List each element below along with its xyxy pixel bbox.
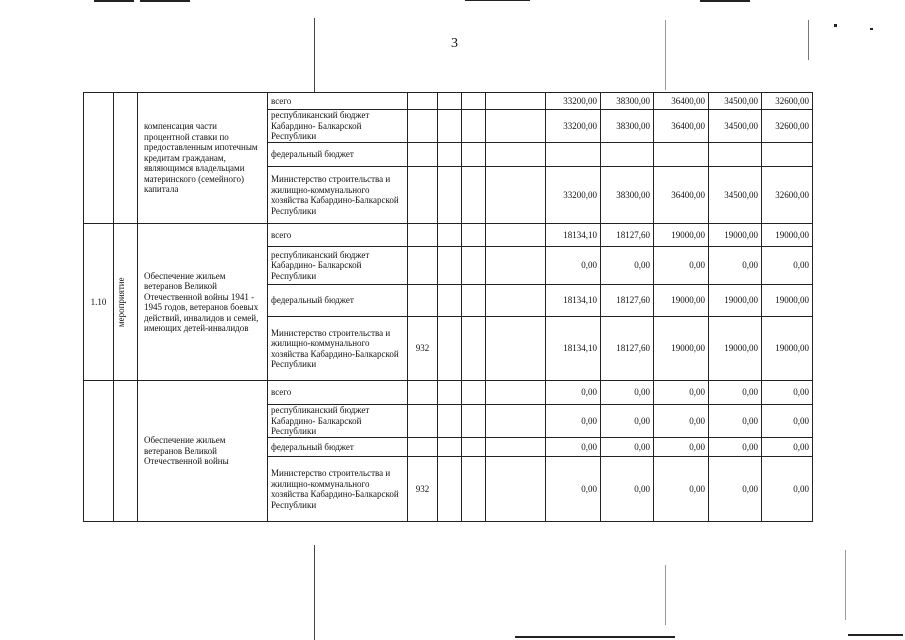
amount-cell: 34500,00 [709, 93, 762, 110]
amount-cell [709, 143, 762, 167]
amount-cell: 19000,00 [709, 224, 762, 247]
empty-cell [462, 167, 486, 224]
item-number [84, 93, 114, 224]
empty-cell [438, 381, 462, 405]
empty-cell [438, 247, 462, 285]
amount-cell [546, 143, 601, 167]
edge-line-far-right [808, 20, 809, 60]
amount-cell: 38300,00 [601, 110, 654, 143]
scan-dot-right [834, 24, 837, 27]
funding-source: республиканский бюджет Кабардино- Балкарской Республики [268, 247, 408, 285]
table-row [84, 381, 813, 405]
empty-cell [438, 405, 462, 438]
amount-cell: 0,00 [601, 247, 654, 285]
amount-cell: 0,00 [601, 457, 654, 522]
amount-cell: 33200,00 [546, 110, 601, 143]
amount-cell: 32600,00 [762, 167, 813, 224]
empty-cell [462, 457, 486, 522]
empty-cell [462, 93, 486, 110]
scan-mark-bottom-right [848, 634, 903, 636]
item-type-cell [114, 93, 138, 224]
funding-source: Министерство строительства и жилищно-коммунального хозяйства Кабардино-Балкарской Республики [268, 457, 408, 522]
amount-cell: 0,00 [601, 405, 654, 438]
empty-cell [462, 405, 486, 438]
funding-source: всего [268, 381, 408, 405]
item-name: Обеспечение жильем ветеранов Великой Отечественной войны [138, 381, 268, 522]
empty-cell [486, 438, 546, 457]
amount-cell: 0,00 [762, 405, 813, 438]
funding-source: федеральный бюджет [268, 143, 408, 167]
empty-cell [462, 381, 486, 405]
crease-line-right-lower [665, 565, 666, 625]
amount-cell: 0,00 [654, 247, 709, 285]
empty-cell [438, 438, 462, 457]
fold-line-upper [314, 18, 315, 92]
amount-cell: 19000,00 [654, 285, 709, 317]
amount-cell: 34500,00 [709, 167, 762, 224]
ministry-code [408, 93, 438, 110]
amount-cell: 19000,00 [762, 224, 813, 247]
amount-cell: 18127,60 [601, 224, 654, 247]
item-type-cell [114, 224, 138, 381]
empty-cell [438, 93, 462, 110]
amount-cell: 0,00 [709, 438, 762, 457]
ministry-code [408, 110, 438, 143]
table-row [84, 224, 813, 247]
amount-cell: 38300,00 [601, 93, 654, 110]
empty-cell [486, 93, 546, 110]
amount-cell: 18134,10 [546, 285, 601, 317]
item-number [84, 381, 114, 522]
item-type-cell [114, 381, 138, 522]
amount-cell: 36400,00 [654, 110, 709, 143]
amount-cell [654, 143, 709, 167]
item-name: Обеспечение жильем ветеранов Великой Отечественной войны 1941 - 1945 годов, ветеранов боевых действий, инвалидов и семей, имеющих детей-инвалидов [138, 224, 268, 381]
scan-mark-top-left [94, 0, 134, 2]
amount-cell: 0,00 [546, 247, 601, 285]
funding-source: всего [268, 224, 408, 247]
empty-cell [438, 224, 462, 247]
amount-cell: 0,00 [654, 457, 709, 522]
empty-cell [486, 405, 546, 438]
empty-cell [462, 110, 486, 143]
amount-cell: 38300,00 [601, 167, 654, 224]
empty-cell [438, 317, 462, 381]
empty-cell [462, 317, 486, 381]
scan-dot-right-2 [870, 28, 873, 30]
fold-line-lower [314, 545, 315, 640]
scan-mark-top-right [700, 0, 750, 2]
amount-cell: 0,00 [601, 381, 654, 405]
ministry-code [408, 224, 438, 247]
amount-cell: 0,00 [654, 438, 709, 457]
amount-cell: 0,00 [762, 247, 813, 285]
amount-cell: 0,00 [762, 438, 813, 457]
amount-cell: 18134,10 [546, 224, 601, 247]
empty-cell [438, 457, 462, 522]
amount-cell: 32600,00 [762, 93, 813, 110]
empty-cell [486, 110, 546, 143]
amount-cell: 19000,00 [654, 317, 709, 381]
ministry-code [408, 285, 438, 317]
ministry-code [408, 143, 438, 167]
empty-cell [486, 317, 546, 381]
ministry-code [408, 438, 438, 457]
funding-source: республиканский бюджет Кабардино- Балкарской Республики [268, 110, 408, 143]
scan-mark-top-mid [465, 0, 530, 1]
amount-cell: 36400,00 [654, 93, 709, 110]
empty-cell [486, 143, 546, 167]
amount-cell: 0,00 [546, 405, 601, 438]
empty-cell [438, 143, 462, 167]
empty-cell [438, 167, 462, 224]
amount-cell: 19000,00 [762, 317, 813, 381]
ministry-code [408, 381, 438, 405]
empty-cell [462, 285, 486, 317]
item-name: компенсация части процентной ставки по предоставленным ипотечным кредитам гражданам, являющимся владельцами материнского (семейного) капитала [138, 93, 268, 224]
amount-cell: 0,00 [654, 405, 709, 438]
amount-cell: 0,00 [762, 457, 813, 522]
amount-cell: 0,00 [709, 381, 762, 405]
ministry-code [408, 247, 438, 285]
crease-line-right-upper [665, 20, 666, 90]
amount-cell: 18134,10 [546, 317, 601, 381]
empty-cell [486, 381, 546, 405]
page-number: 3 [451, 36, 458, 51]
edge-line-far-right-lower [845, 550, 846, 620]
funding-source: федеральный бюджет [268, 285, 408, 317]
empty-cell [462, 224, 486, 247]
budget-table [83, 92, 813, 522]
amount-cell: 33200,00 [546, 167, 601, 224]
amount-cell: 0,00 [546, 438, 601, 457]
amount-cell: 33200,00 [546, 93, 601, 110]
ministry-code: 932 [408, 457, 438, 522]
empty-cell [486, 285, 546, 317]
ministry-code [408, 405, 438, 438]
empty-cell [486, 167, 546, 224]
amount-cell: 0,00 [709, 457, 762, 522]
table-row [84, 93, 813, 110]
amount-cell: 19000,00 [762, 285, 813, 317]
funding-source: республиканский бюджет Кабардино- Балкарской Республики [268, 405, 408, 438]
amount-cell: 32600,00 [762, 110, 813, 143]
amount-cell: 0,00 [709, 405, 762, 438]
empty-cell [438, 285, 462, 317]
ministry-code: 932 [408, 317, 438, 381]
funding-source: федеральный бюджет [268, 438, 408, 457]
amount-cell: 0,00 [601, 438, 654, 457]
amount-cell: 18127,60 [601, 285, 654, 317]
amount-cell: 36400,00 [654, 167, 709, 224]
funding-source: Министерство строительства и жилищно-коммунального хозяйства Кабардино-Балкарской Республики [268, 317, 408, 381]
ministry-code [408, 167, 438, 224]
empty-cell [486, 224, 546, 247]
item-type: мероприятие [115, 277, 126, 327]
amount-cell: 34500,00 [709, 110, 762, 143]
empty-cell [462, 247, 486, 285]
empty-cell [438, 110, 462, 143]
empty-cell [486, 457, 546, 522]
amount-cell [601, 143, 654, 167]
amount-cell: 0,00 [709, 247, 762, 285]
funding-source: Министерство строительства и жилищно-коммунального хозяйства Кабардино-Балкарской Республики [268, 167, 408, 224]
amount-cell: 0,00 [546, 457, 601, 522]
item-number: 1.10 [84, 224, 114, 381]
amount-cell: 19000,00 [709, 317, 762, 381]
scan-mark-top-left-2 [140, 0, 190, 2]
amount-cell: 0,00 [654, 381, 709, 405]
amount-cell: 18127,60 [601, 317, 654, 381]
amount-cell: 0,00 [762, 381, 813, 405]
scan-mark-bottom [515, 636, 675, 638]
amount-cell: 19000,00 [654, 224, 709, 247]
empty-cell [462, 143, 486, 167]
empty-cell [462, 438, 486, 457]
amount-cell: 0,00 [546, 381, 601, 405]
amount-cell [762, 143, 813, 167]
funding-source: всего [268, 93, 408, 110]
amount-cell: 19000,00 [709, 285, 762, 317]
empty-cell [486, 247, 546, 285]
